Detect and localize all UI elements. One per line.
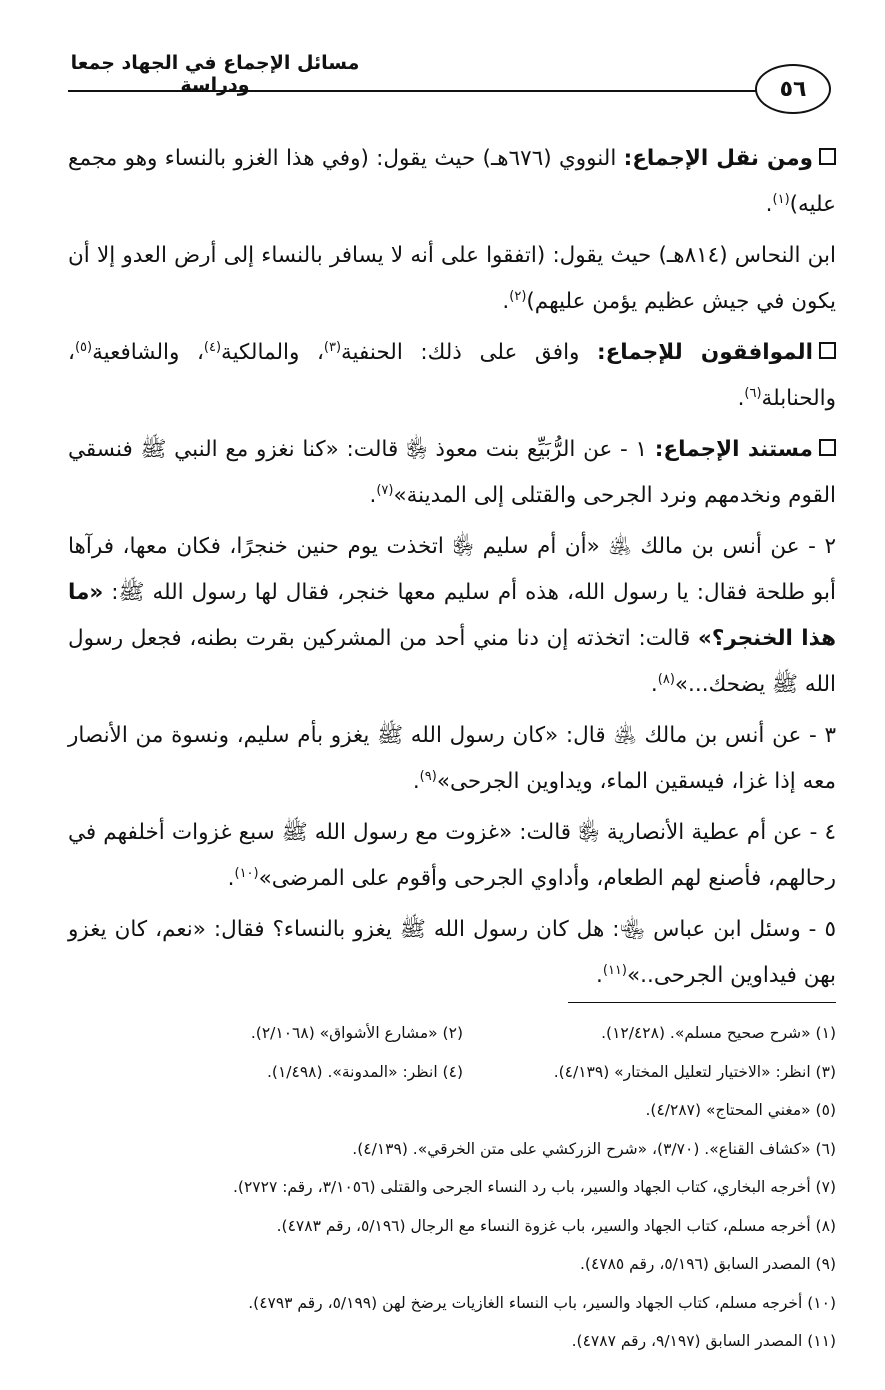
footnotes — [90, 1014, 836, 1361]
paragraph-end: . — [412, 769, 420, 794]
footnote-ref[interactable]: (٣) — [323, 339, 342, 355]
paragraph-end: . — [596, 963, 603, 988]
page-number: ٥٦ — [755, 64, 831, 114]
paragraph-basis-1 — [68, 427, 836, 519]
footnote-row — [90, 1168, 836, 1207]
paragraph-text: ٣ - عن أنس بن مالك ﵁ قال: «كان رسول الله ﷺ يغزو بأم سليم، ونسوة من الأنصار معه إذا غزا، فيسقين الماء، ويداوين الجرحى» — [68, 723, 836, 794]
prophet-quote: «ما هذا الخنجر؟» — [68, 580, 836, 651]
paragraph-text: ٥ - وسئل ابن عباس ﵄: هل كان رسول الله ﷺ يغزو بالنساء؟ فقال: «نعم، كان يغزو بهن فيداوين الجرحى..» — [68, 917, 836, 988]
footnote-7: (٧) أخرجه البخاري، كتاب الجهاد والسير، باب رد النساء الجرحى والقتلى (٣/١٠٥٦، رقم: ٢٧٢٧). — [232, 1178, 836, 1196]
footnote-row — [90, 1207, 836, 1246]
section-heading: الموافقون للإجماع: — [597, 340, 813, 365]
footnote-2: (٢) «مشارع الأشواق» (٢/١٠٦٨). — [250, 1024, 463, 1042]
paragraph-basis-2 — [68, 524, 836, 708]
paragraph-ibn-nahhas — [68, 233, 836, 325]
paragraph-text: ، والمالكية — [221, 340, 324, 365]
paragraph-text: ١ - عن الرُّبَيِّع بنت معوذ ﵂ قالت: «كنا نغزو مع النبي ﷺ فنسقي القوم ونخدمهم ونرد الجرحى والقتلى إلى المدينة» — [68, 437, 836, 508]
footnote-ref[interactable]: (١١) — [602, 962, 627, 978]
footnote-ref[interactable]: (١٠) — [234, 865, 259, 881]
paragraph-text: النووي (٦٧٦هـ) حيث يقول: (وفي هذا الغزو بالنساء وهو مجمع عليه) — [68, 146, 836, 217]
paragraph-text: ابن النحاس (٨١٤هـ) حيث يقول: (اتفقوا على أنه لا يسافر بالنساء إلى أرض العدو إلا أن يكون في جيش عظيم يؤمن عليهم) — [68, 243, 836, 314]
footnote-row — [90, 1014, 836, 1053]
paragraph-end: . — [737, 386, 745, 411]
running-title: مسائل الإجماع في الجهاد جمعا ودراسة — [70, 52, 360, 96]
footnote-6: (٦) «كشاف القناع». (٣/٧٠)، «شرح الزركشي على متن الخرقي». (٤/١٣٩). — [352, 1139, 836, 1158]
paragraph-end: . — [502, 289, 510, 314]
square-bullet-icon — [819, 148, 836, 165]
square-bullet-icon — [819, 439, 836, 456]
footnote-ref[interactable]: (٥) — [74, 339, 93, 355]
footnote-3: (٣) انظر: «الاختيار لتعليل المختار» (٤/١٣٩). — [553, 1062, 836, 1081]
footnote-4: (٤) انظر: «المدونة». (١/٤٩٨). — [266, 1062, 463, 1081]
footnote-row — [90, 1245, 836, 1284]
paragraph-text: وافق على ذلك: الحنفية — [341, 340, 598, 365]
footnote-row — [90, 1053, 836, 1092]
footnote-separator — [568, 1002, 836, 1003]
footnote-9: (٩) المصدر السابق (٥/١٩٦، رقم ٤٧٨٥). — [579, 1255, 836, 1273]
square-bullet-icon — [819, 342, 836, 359]
paragraph-text: ، والحنابلة — [68, 340, 836, 411]
main-text — [68, 136, 836, 999]
paragraph-basis-3 — [68, 713, 836, 805]
paragraph-text: ٤ - عن أم عطية الأنصارية ﵂ قالت: «غزوت مع رسول الله ﷺ سبع غزوات أخلفهم في رحالهم، فأصنع لهم الطعام، وأداوي الجرحى وأقوم على المرضى» — [68, 820, 836, 891]
paragraph-text: قالت: اتخذته إن دنا مني أحد من المشركين بقرت بطنه، فجعل رسول الله ﷺ يضحك...» — [68, 626, 836, 697]
section-heading: مستند الإجماع: — [654, 437, 813, 462]
paragraph-consensus-transmitters — [68, 136, 836, 228]
paragraph-end: . — [227, 866, 235, 891]
header-rule — [68, 90, 766, 92]
footnote-row — [90, 1284, 836, 1323]
footnote-1: (١) «شرح صحيح مسلم». (١٢/٤٢٨). — [601, 1024, 836, 1042]
paragraph-text: ٢ - عن أنس بن مالك ﵁ «أن أم سليم ﵂ اتخذت يوم حنين خنجرًا، فكان معها، فرآها أبو طلحة فقال: يا رسول الله، هذه أم سليم معها خنجر، فقال لها رسول الله ﷺ: — [68, 534, 836, 605]
footnote-ref[interactable]: (٩) — [419, 768, 437, 784]
paragraph-basis-4 — [68, 810, 836, 902]
paragraph-end: . — [650, 672, 658, 697]
paragraph-end: . — [369, 483, 377, 508]
footnote-ref[interactable]: (٧) — [376, 482, 394, 498]
footnote-row — [90, 1322, 836, 1361]
footnote-11: (١١) المصدر السابق (٩/١٩٧، رقم ٤٧٨٧). — [571, 1332, 836, 1350]
footnote-5: (٥) «مغني المحتاج» (٤/٢٨٧). — [645, 1101, 836, 1119]
paragraph-text: ، والشافعية — [92, 340, 204, 365]
footnote-ref[interactable]: (٦) — [744, 385, 762, 401]
footnote-10: (١٠) أخرجه مسلم، كتاب الجهاد والسير، باب النساء الغازيات يرضخ لهن (٥/١٩٩، رقم ٤٧٩٣). — [248, 1293, 836, 1312]
footnote-ref[interactable]: (٤) — [203, 339, 222, 355]
section-heading: ومن نقل الإجماع: — [623, 146, 813, 171]
footnote-ref[interactable]: (١) — [772, 191, 790, 207]
paragraph-agreeing-schools — [68, 330, 836, 422]
footnote-8: (٨) أخرجه مسلم، كتاب الجهاد والسير، باب غزوة النساء مع الرجال (٥/١٩٦، رقم ٤٧٨٣). — [276, 1216, 836, 1235]
paragraph-end: . — [765, 192, 773, 217]
footnote-ref[interactable]: (٢) — [509, 288, 527, 304]
paragraph-basis-5 — [68, 907, 836, 999]
footnote-ref[interactable]: (٨) — [657, 671, 675, 687]
footnote-row — [90, 1091, 836, 1130]
footnote-row — [90, 1130, 836, 1169]
